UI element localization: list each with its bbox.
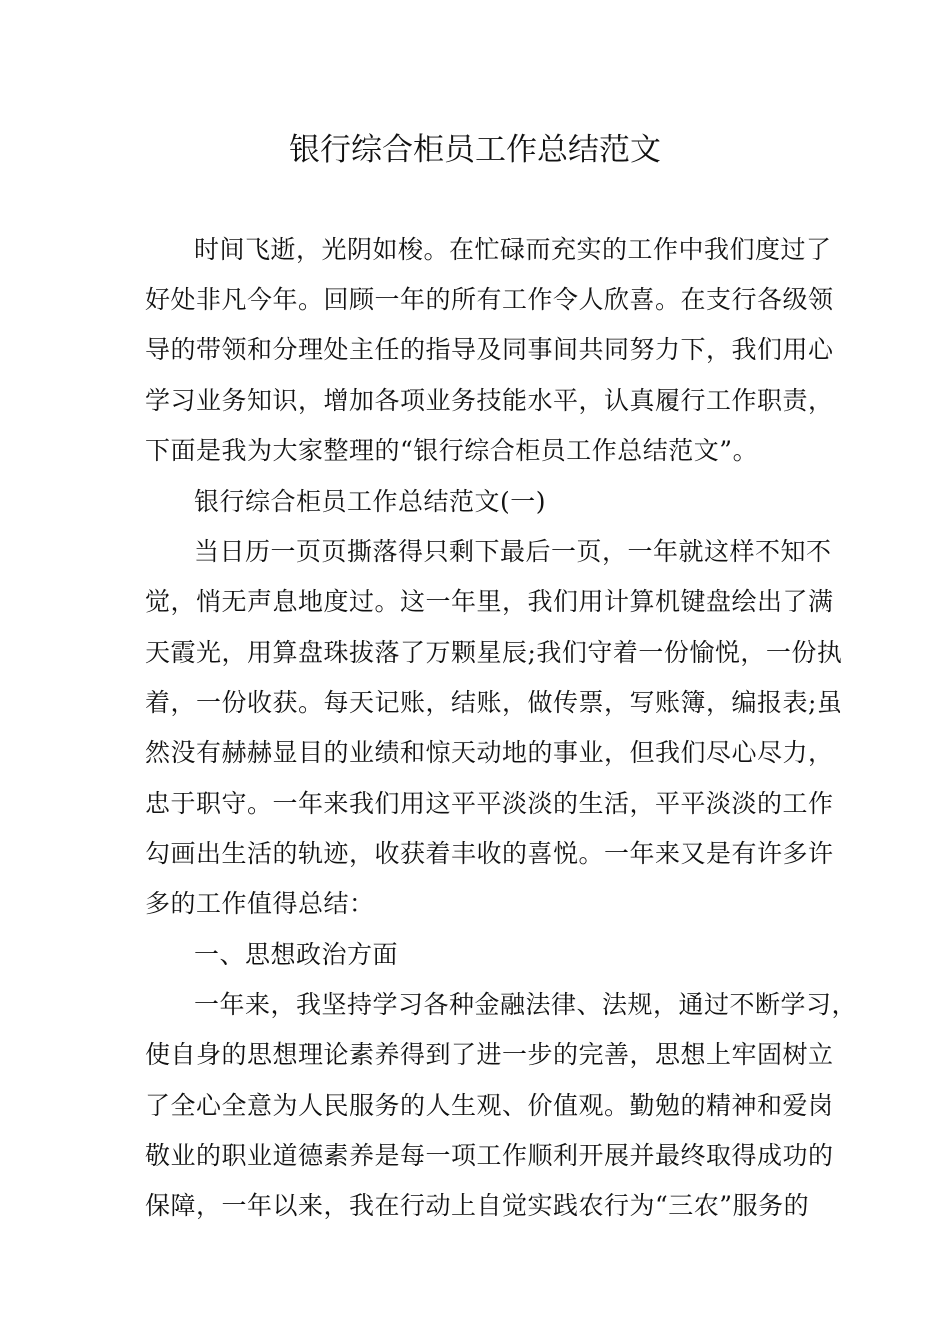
paragraph-line: 着，一份收获。每天记账，结账，做传票，写账簿，编报表;虽: [145, 688, 843, 717]
paragraph-line: 忠于职守。一年来我们用这平平淡淡的生活，平平淡淡的工作: [145, 789, 834, 818]
paragraph-line: 下面是我为大家整理的“银行综合柜员工作总结范文”。: [145, 436, 759, 465]
paragraph-line: 勾画出生活的轨迹，收获着丰收的喜悦。一年来又是有许多许: [145, 839, 834, 868]
paragraph-line: 多的工作值得总结：: [145, 889, 375, 918]
paragraph-line: 觉，悄无声息地度过。这一年里，我们用计算机键盘绘出了满: [145, 587, 834, 616]
paragraph-line: 天霞光，用算盘珠拔落了万颗星辰;我们守着一份愉悦，一份执: [145, 638, 843, 667]
section-heading: 银行综合柜员工作总结范文(一): [194, 487, 547, 516]
paragraph-line: 敬业的职业道德素养是每一项工作顺利开展并最终取得成功的: [145, 1141, 834, 1170]
paragraph-line: 时间飞逝，光阴如梭。在忙碌而充实的工作中我们度过了: [194, 235, 832, 264]
document-title: 银行综合柜员工作总结范文: [289, 132, 661, 168]
paragraph-line: 当日历一页页撕落得只剩下最后一页，一年就这样不知不: [194, 537, 832, 566]
paragraph-line: 然没有赫赫显目的业绩和惊天动地的事业，但我们尽心尽力，: [145, 738, 834, 767]
paragraph-line: 学习业务知识，增加各项业务技能水平，认真履行工作职责，: [145, 386, 834, 415]
paragraph-line: 一年来，我坚持学习各种金融法律、法规，通过不断学习，: [194, 990, 858, 1019]
paragraph-line: 导的带领和分理处主任的指导及同事间共同努力下，我们用心: [145, 335, 834, 364]
paragraph-line: 好处非凡今年。回顾一年的所有工作令人欣喜。在支行各级领: [145, 285, 834, 314]
section-heading: 一、思想政治方面: [194, 940, 399, 969]
paragraph-line: 使自身的思想理论素养得到了进一步的完善，思想上牢固树立: [145, 1040, 834, 1069]
paragraph-line: 了全心全意为人民服务的人生观、价值观。勤勉的精神和爱岗: [145, 1091, 834, 1120]
paragraph-line: 保障，一年以来，我在行动上自觉实践农行为“三农”服务的: [145, 1191, 810, 1220]
